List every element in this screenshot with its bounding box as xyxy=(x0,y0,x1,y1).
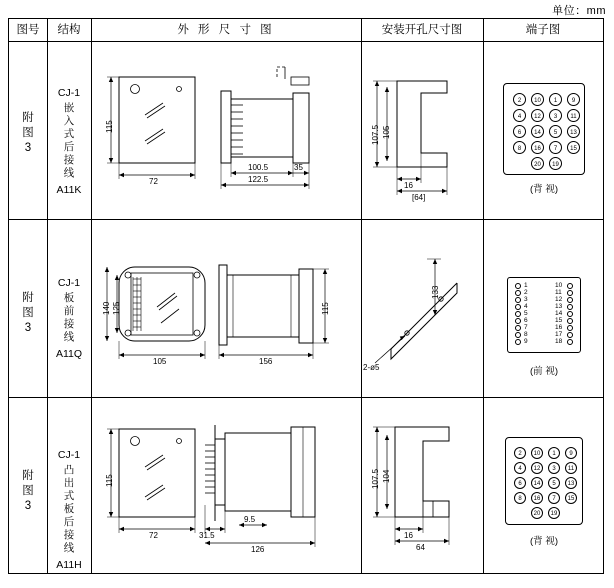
spec-table xyxy=(8,18,604,574)
terminal-circle: 11 xyxy=(567,109,580,122)
terminal-circle: 8 xyxy=(513,141,526,154)
terminal-circle: 5 xyxy=(548,477,560,489)
terminal-circle xyxy=(567,318,573,324)
terminal-number: 4 xyxy=(524,303,528,310)
row3-dim-126: 126 xyxy=(251,545,265,554)
row2-outline-drawing xyxy=(91,219,361,397)
terminal-number: 17 xyxy=(555,331,563,338)
terminal-circle: 15 xyxy=(565,492,577,504)
row1-mdim-105: 105 xyxy=(382,125,391,139)
row3-dim-31-5: 31.5 xyxy=(199,531,215,540)
row1-mdim-64: [64] xyxy=(412,193,426,202)
header-outline: 外 形 尺 寸 图 xyxy=(177,24,275,36)
terminal-number: 8 xyxy=(524,331,528,338)
row2-dim-105: 105 xyxy=(153,357,167,366)
row3-structure-desc: 凸出式板后接线 xyxy=(63,464,75,554)
terminal-circle xyxy=(567,339,573,345)
terminal-number: 3 xyxy=(524,296,528,303)
row1-terminal-diagram xyxy=(483,41,603,219)
terminal-circle xyxy=(515,311,521,317)
terminal-circle xyxy=(567,311,573,317)
row2-dim-140: 140 xyxy=(102,301,111,315)
row1-dim-72: 72 xyxy=(149,177,158,186)
terminal-circle: 10 xyxy=(531,447,543,459)
row3-structure-code: A11H xyxy=(56,559,82,571)
terminal-number: 1 xyxy=(524,282,528,289)
row3-fig-no: 附图3 xyxy=(22,470,34,512)
row2-structure-desc: 板前接线 xyxy=(63,292,75,343)
row3-structure xyxy=(47,449,91,572)
row3-outline-drawing xyxy=(91,397,361,573)
header-structure: 结构 xyxy=(57,24,81,36)
terminal-circle: 11 xyxy=(565,462,577,474)
terminal-circle: 12 xyxy=(531,462,543,474)
terminal-circle xyxy=(515,318,521,324)
row2-fig-no: 附图3 xyxy=(22,292,34,334)
terminal-circle: 9 xyxy=(567,93,580,106)
row1-structure-desc: 嵌入式后接线 xyxy=(63,102,75,179)
terminal-circle: 3 xyxy=(549,109,562,122)
terminal-circle xyxy=(515,290,521,296)
terminal-circle xyxy=(515,304,521,310)
header-mounting: 安装开孔尺寸图 xyxy=(381,24,463,36)
terminal-circle: 20 xyxy=(531,157,544,170)
terminal-number: 13 xyxy=(555,303,563,310)
terminal-circle xyxy=(515,325,521,331)
terminal-circle xyxy=(515,339,521,345)
row1-dim-122-5: 122.5 xyxy=(248,175,269,184)
terminal-number: 6 xyxy=(524,317,528,324)
terminal-circle: 6 xyxy=(513,125,526,138)
header-fig-no: 图号 xyxy=(16,24,40,36)
row2-terminal-caption: (前 视) xyxy=(530,366,558,377)
terminal-circle xyxy=(567,283,573,289)
terminal-circle: 7 xyxy=(548,492,560,504)
row2-structure-code: A11Q xyxy=(55,348,83,360)
row1-structure-model: CJ-1 xyxy=(57,87,81,99)
row2-dim-156: 156 xyxy=(259,357,273,366)
row1-dim-100-5: 100.5 xyxy=(248,163,269,172)
row3-terminal-diagram xyxy=(483,397,603,573)
terminal-number: 2 xyxy=(524,289,528,296)
terminal-circle: 15 xyxy=(567,141,580,154)
terminal-circle: 10 xyxy=(531,93,544,106)
row1-outline-drawing xyxy=(91,41,361,219)
row3-mdim-107-5: 107.5 xyxy=(371,468,380,489)
terminal-number: 18 xyxy=(555,338,563,345)
unit-note: 单位：mm xyxy=(552,5,606,17)
terminal-number: 16 xyxy=(555,324,563,331)
terminal-circle: 4 xyxy=(514,462,526,474)
terminal-circle xyxy=(515,332,521,338)
row3-structure-model: CJ-1 xyxy=(57,449,81,461)
header-terminal: 端子图 xyxy=(525,24,561,36)
row1-structure-code: A11K xyxy=(56,184,82,196)
row1-dim-115: 115 xyxy=(105,120,114,133)
terminal-number: 14 xyxy=(555,310,563,317)
terminal-number: 5 xyxy=(524,310,528,317)
terminal-circle: 3 xyxy=(548,462,560,474)
terminal-circle: 13 xyxy=(567,125,580,138)
terminal-number: 11 xyxy=(555,289,562,296)
terminal-circle: 4 xyxy=(513,109,526,122)
row1-structure xyxy=(47,87,91,197)
row2-structure-model: CJ-1 xyxy=(57,277,81,289)
terminal-circle: 1 xyxy=(549,93,562,106)
terminal-circle: 14 xyxy=(531,125,544,138)
terminal-circle: 5 xyxy=(549,125,562,138)
row3-dim-72: 72 xyxy=(149,531,158,540)
row3-dim-9-5: 9.5 xyxy=(244,515,256,524)
terminal-circle xyxy=(567,290,573,296)
terminal-circle: 2 xyxy=(513,93,526,106)
terminal-circle: 9 xyxy=(565,447,577,459)
terminal-circle: 19 xyxy=(549,157,562,170)
terminal-circle: 13 xyxy=(565,477,577,489)
terminal-circle: 7 xyxy=(549,141,562,154)
terminal-number: 12 xyxy=(555,296,563,303)
terminal-circle xyxy=(515,283,521,289)
row1-mdim-16: 16 xyxy=(404,181,413,190)
terminal-circle: 16 xyxy=(531,141,544,154)
row1-mounting-drawing xyxy=(361,41,483,219)
terminal-circle xyxy=(567,297,573,303)
terminal-circle xyxy=(567,325,573,331)
terminal-circle xyxy=(515,297,521,303)
terminal-circle: 12 xyxy=(531,109,544,122)
row1-fig-no: 附图3 xyxy=(22,112,34,154)
terminal-number: 9 xyxy=(524,338,528,345)
row2-mounting-drawing xyxy=(361,219,483,397)
row1-dim-35: 35 xyxy=(294,163,303,172)
row3-terminal-caption: (背 视) xyxy=(530,536,558,547)
row2-mdim-133: 133 xyxy=(431,285,440,299)
row3-mdim-16: 16 xyxy=(404,531,413,540)
row1-terminal-caption: (背 视) xyxy=(530,184,558,195)
row2-terminal-diagram xyxy=(483,219,603,397)
terminal-circle xyxy=(567,304,573,310)
row3-dim-115: 115 xyxy=(105,474,114,487)
terminal-circle: 1 xyxy=(548,447,560,459)
terminal-circle: 6 xyxy=(514,477,526,489)
row3-mounting-drawing xyxy=(361,397,483,573)
terminal-circle: 20 xyxy=(531,507,543,519)
row2-mdim-hole: 2-ø5 xyxy=(363,363,380,372)
row2-structure xyxy=(47,277,91,361)
terminal-circle: 2 xyxy=(514,447,526,459)
row1-mdim-107-5: 107.5 xyxy=(371,124,380,145)
terminal-number: 10 xyxy=(555,282,563,289)
terminal-circle: 16 xyxy=(531,492,543,504)
row2-dim-115: 115 xyxy=(321,302,330,315)
row3-mdim-104: 104 xyxy=(382,469,391,483)
row3-mdim-64: 64 xyxy=(416,543,425,552)
terminal-circle: 19 xyxy=(548,507,560,519)
row2-dim-125: 125 xyxy=(112,301,121,315)
terminal-circle xyxy=(567,332,573,338)
terminal-circle: 8 xyxy=(514,492,526,504)
terminal-circle: 14 xyxy=(531,477,543,489)
terminal-number: 15 xyxy=(555,317,563,324)
terminal-number: 7 xyxy=(524,324,528,331)
